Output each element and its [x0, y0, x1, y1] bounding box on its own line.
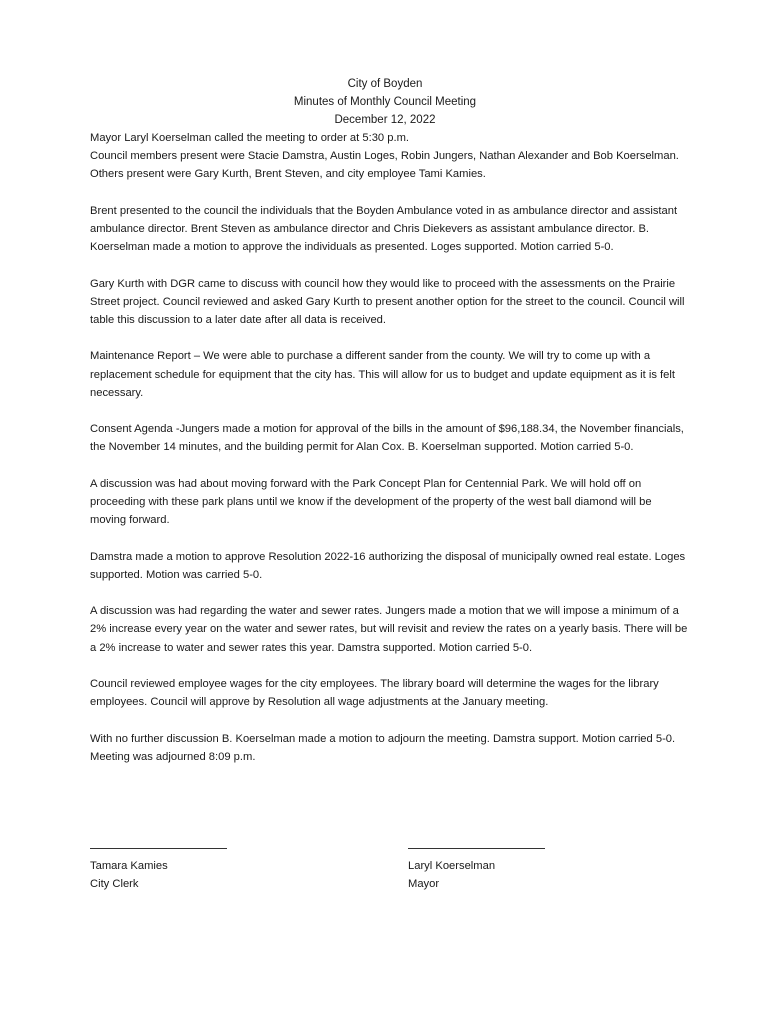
paragraph-consent-agenda: Consent Agenda -Jungers made a motion for approval of the bills in the amount of $96,188.34, the November financials, the November 14 minutes, and the building permit for Alan Cox. B. Koerselman supported. Motion carried 5-0.: [90, 423, 684, 454]
paragraph-wages: Council reviewed employee wages for the city employees. The library board will determine the wages for the library employees. Council will approve by Resolution all wage adjustments at the January meeting.: [90, 677, 659, 709]
paragraph-water-sewer: A discussion was had regarding the water and sewer rates. Jungers made a motion that we will impose a minimum of a 2% increase every year on the water and sewer rates, but will revisit and review the rates on a yearly basis. There will be a 2% increase to water and sewer rates this year. Damstra supported. Motion carried 5-0.: [90, 605, 688, 654]
document-header: [0, 75, 770, 129]
signer-name: Tamara Kamies: [90, 860, 168, 872]
members-present: Council members present were Stacie Damstra, Austin Loges, Robin Jungers, Nathan Alexander and Bob Koerselman.: [90, 150, 679, 163]
signature-block-clerk: [90, 838, 227, 893]
paragraph-adjourn: With no further discussion B. Koerselman made a motion to adjourn the meeting. Damstra support. Motion carried 5-0. Meeting was adjourned 8:09 p.m.: [90, 732, 676, 763]
others-present: Others present were Gary Kurth, Brent Steven, and city employee Tami Kamies.: [90, 168, 486, 181]
paragraph-park-plan: A discussion was had about moving forward with the Park Concept Plan for Centennial Park. We will hold off on proceeding with these park plans until we know if the development of the property of the west ball diamond will be moving forward.: [90, 477, 652, 527]
paragraph-prairie-street: Gary Kurth with DGR came to discuss with council how they would like to proceed with the assessments on the Prairie Street project. Council reviewed and asked Gary Kurth to present another option for the street to the council. Council will table this discussion to a later date after all data is received.: [90, 277, 685, 326]
paragraph-maintenance-report: Maintenance Report – We were able to purchase a different sander from the county. We will try to come up with a replacement schedule for equipment that the city has. This will allow for us to budget and update equipment as it is felt necessary.: [90, 350, 675, 399]
signer-name: Laryl Koerselman: [408, 860, 496, 872]
signature-block-mayor: [408, 838, 545, 893]
minutes-body: [90, 129, 690, 784]
signer-title: City Clerk: [90, 878, 139, 891]
document-title: Minutes of Monthly Council Meeting: [293, 96, 477, 108]
paragraph-resolution: Damstra made a motion to approve Resolution 2022-16 authorizing the disposal of municipally owned real estate. Loges supported. Motion was carried 5-0.: [90, 550, 686, 581]
signature-line: [408, 838, 545, 849]
paragraph-ambulance: Brent presented to the council the individuals that the Boyden Ambulance voted in as ambulance director and assistant ambulance director. Brent Steven as ambulance director and Chris Diekevers as assistant ambulance director. B. Koerselman made a motion to approve the individuals as presented. Loges supported. Motion carried 5-0.: [90, 204, 678, 254]
signature-line: [90, 838, 227, 849]
city-name: City of Boyden: [347, 78, 423, 90]
signer-title: Mayor: [408, 878, 440, 891]
call-to-order: Mayor Laryl Koerselman called the meeting to order at 5:30 p.m.: [90, 132, 410, 144]
meeting-date: December 12, 2022: [334, 114, 436, 126]
